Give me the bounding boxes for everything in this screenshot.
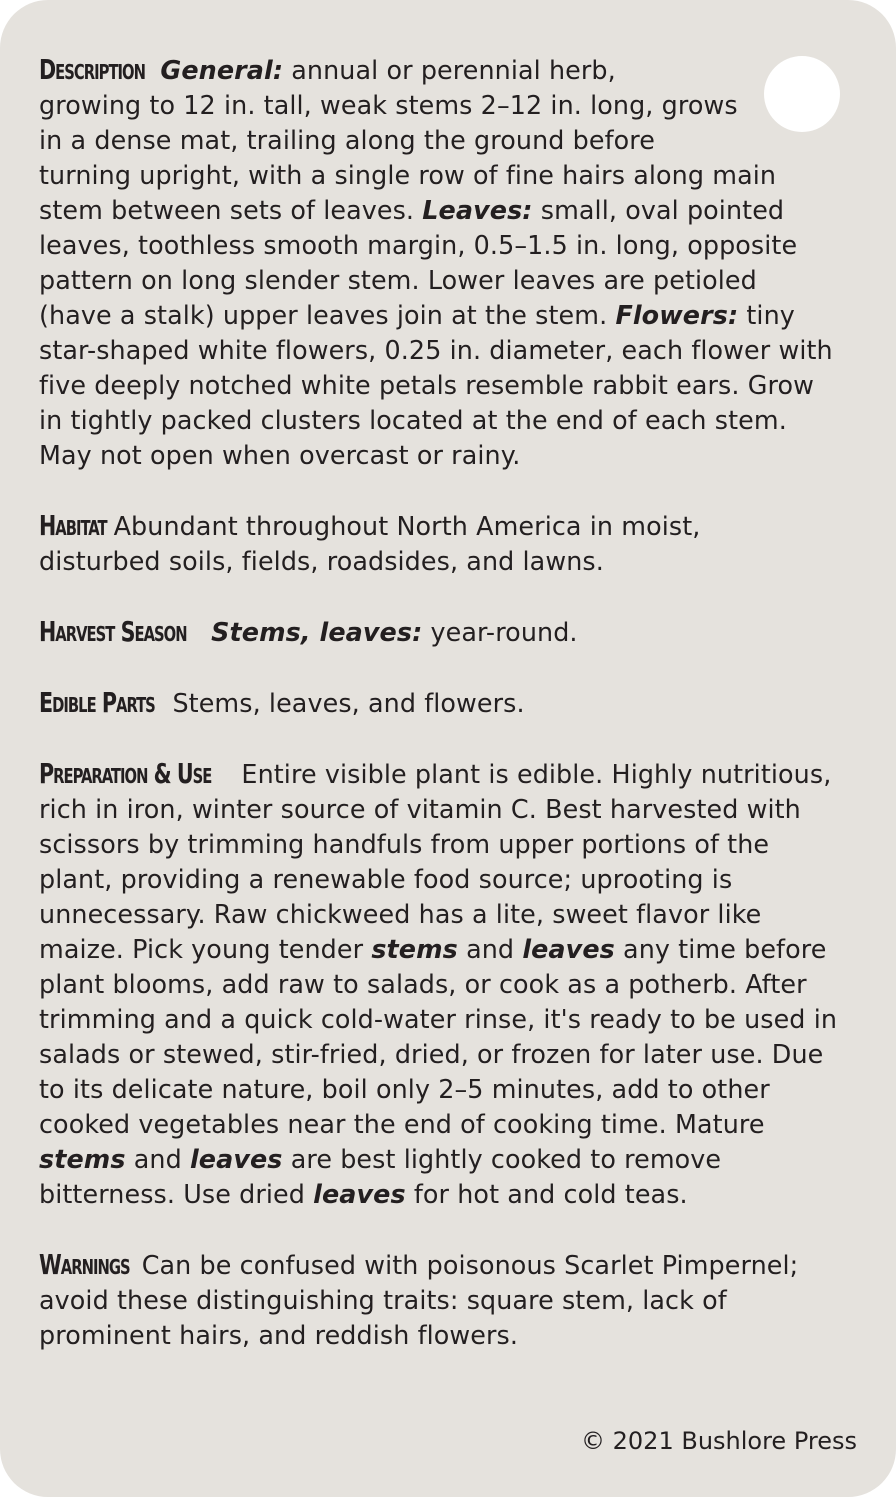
preparation-line-3: scissors by trimming handfuls from upper portions of the [39, 829, 770, 859]
warnings-heading: Warnings [39, 1248, 130, 1281]
leaves-label: Leaves: [422, 195, 533, 225]
leaves-emphasis: leaves [313, 1179, 406, 1209]
preparation-text: bitterness. Use dried [39, 1179, 305, 1209]
preparation-line-7: plant blooms, add raw to salads, or cook as a potherb. After [39, 969, 807, 999]
warnings-line-3: prominent hairs, and reddish flowers. [39, 1320, 519, 1350]
warnings-section [39, 1247, 865, 1353]
description-line-2: growing to 12 in. tall, weak stems 2–12 in. long, grows [39, 90, 738, 120]
description-line-10: five deeply notched white petals resemble rabbit ears. Grow [39, 370, 814, 400]
preparation-text: maize. Pick young tender [39, 934, 364, 964]
habitat-line-1 [39, 508, 865, 544]
preparation-text: for hot and cold teas. [413, 1179, 688, 1209]
harvest-line [39, 614, 865, 650]
warnings-line-2: avoid these distinguishing traits: square stem, lack of [39, 1285, 727, 1315]
preparation-line-2: rich in iron, winter source of vitamin C. Best harvested with [39, 794, 801, 824]
preparation-text: Entire visible plant is edible. Highly nutritious, [241, 759, 832, 789]
description-line-7: pattern on long slender stem. Lower leaves are petioled [39, 265, 757, 295]
description-heading: Description [39, 53, 145, 86]
preparation-text: and [466, 934, 515, 964]
card-content [39, 52, 865, 1388]
harvest-heading: Harvest Season [39, 615, 187, 648]
preparation-line-6 [39, 932, 865, 967]
habitat-section [39, 508, 865, 579]
harvest-label: Stems, leaves: [211, 617, 423, 647]
preparation-line-11: cooked vegetables near the end of cooking time. Mature [39, 1109, 765, 1139]
description-text: stem between sets of leaves. [39, 195, 415, 225]
description-line-5 [39, 193, 865, 228]
warnings-line-1 [39, 1247, 865, 1283]
flowers-label: Flowers: [615, 300, 739, 330]
description-text: (have a stalk) upper leaves join at the stem. [39, 300, 608, 330]
copyright: © 2021 Bushlore Press [581, 1427, 857, 1455]
description-text: small, oval pointed [540, 195, 785, 225]
preparation-line-1 [39, 756, 865, 792]
stems-emphasis: stems [39, 1144, 126, 1174]
description-line-12: May not open when overcast or rainy. [39, 440, 521, 470]
preparation-text: any time before [623, 934, 827, 964]
description-line-3: in a dense mat, trailing along the ground before [39, 125, 655, 155]
description-line-9: star-shaped white flowers, 0.25 in. diameter, each flower with [39, 335, 833, 365]
edible-section [39, 685, 865, 721]
description-line-6: leaves, toothless smooth margin, 0.5–1.5 in. long, opposite [39, 230, 798, 260]
preparation-section [39, 756, 865, 1212]
description-text: tiny [746, 300, 795, 330]
preparation-line-9: salads or stewed, stir-fried, dried, or frozen for later use. Due [39, 1039, 824, 1069]
description-line-11: in tightly packed clusters located at the end of each stem. [39, 405, 787, 435]
preparation-line-10: to its delicate nature, boil only 2–5 minutes, add to other [39, 1074, 770, 1104]
description-line-1 [39, 52, 865, 88]
preparation-line-5: unnecessary. Raw chickweed has a lite, sweet flavor like [39, 899, 762, 929]
description-line-4: turning upright, with a single row of fine hairs along main [39, 160, 777, 190]
preparation-heading: Preparation & Use [39, 757, 212, 790]
general-label: General: [160, 55, 284, 85]
warnings-text: Can be confused with poisonous Scarlet Pimpernel; [141, 1250, 799, 1280]
edible-text: Stems, leaves, and flowers. [172, 688, 525, 718]
preparation-text: are best lightly cooked to remove [290, 1144, 722, 1174]
habitat-text: Abundant throughout North America in moist, [113, 511, 701, 541]
edible-heading: Edible Parts [39, 686, 155, 719]
preparation-text: and [133, 1144, 182, 1174]
harvest-section [39, 614, 865, 650]
preparation-line-12 [39, 1142, 865, 1177]
preparation-line-4: plant, providing a renewable food source; uprooting is [39, 864, 733, 894]
description-section [39, 52, 865, 473]
description-text: annual or perennial herb, [291, 55, 616, 85]
edible-line [39, 685, 865, 721]
stems-emphasis: stems [371, 934, 458, 964]
preparation-line-8: trimming and a quick cold-water rinse, it's ready to be used in [39, 1004, 838, 1034]
harvest-text: year-round. [430, 617, 578, 647]
preparation-line-13 [39, 1177, 865, 1212]
description-line-8 [39, 298, 865, 333]
leaves-emphasis: leaves [189, 1144, 283, 1174]
habitat-line-2: disturbed soils, fields, roadsides, and lawns. [39, 546, 604, 576]
leaves-emphasis: leaves [522, 934, 615, 964]
habitat-heading: Habitat [39, 509, 107, 542]
